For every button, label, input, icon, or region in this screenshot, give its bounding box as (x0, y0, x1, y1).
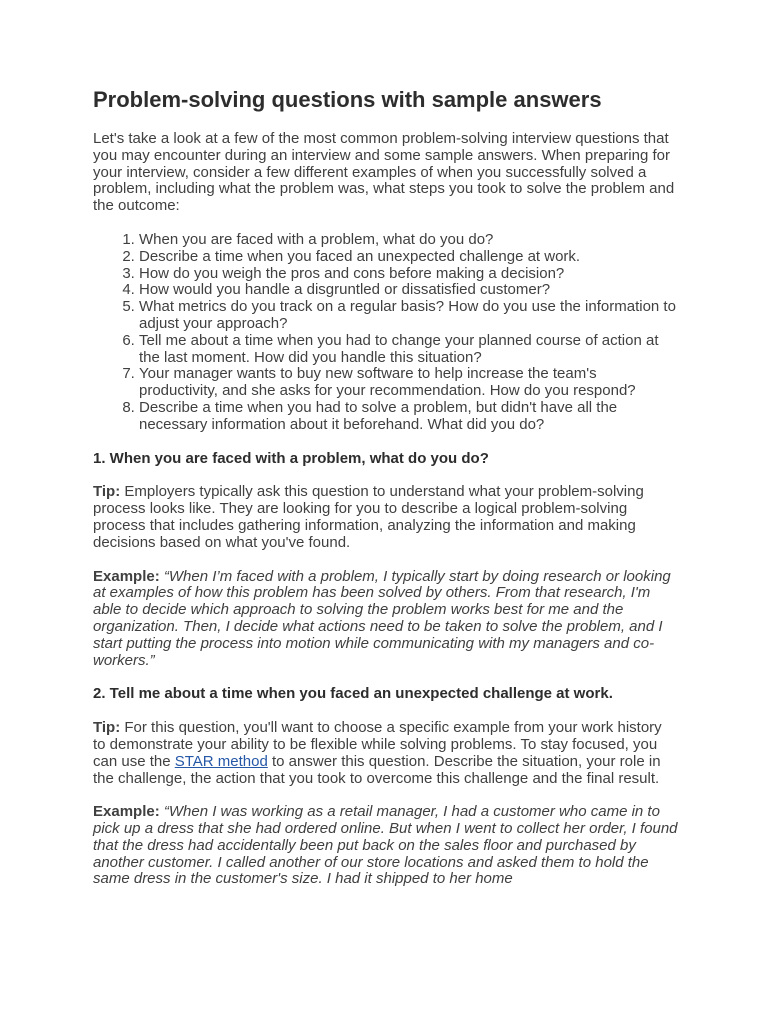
question-item-3: 3. How do you weigh the pros and cons before making a decision? (139, 266, 678, 283)
section-1-tip (93, 484, 678, 551)
section-2-tip (93, 720, 678, 787)
page-title: Problem-solving questions with sample answers (93, 87, 602, 112)
question-item-7: 7. Your manager wants to buy new software to help increase the team's productivity, and she asks for your recommendation. How do you respond? (139, 366, 678, 400)
section-2-heading: 2. Tell me about a time when you faced an unexpected challenge at work. (93, 685, 613, 703)
star-method-link[interactable]: STAR method (174, 752, 268, 770)
example-text: “When I’m faced with a problem, I typically start by doing research or looking at examples of how this problem has been solved by others. From that research, I'm able to decide which approach to solving the problem works best for me and the organization. Then, I decide what actions need to be taken to solve the problem, and I start putting the process into motion while communicating with my managers and co-workers.” (93, 567, 671, 669)
section-1-example (93, 569, 678, 670)
question-item-8: 8. Describe a time when you had to solve a problem, but didn't have all the necessary information about it beforehand. What did you do? (139, 400, 678, 434)
question-item-4: 4. How would you handle a disgruntled or dissatisfied customer? (139, 282, 678, 299)
question-item-6: 6. Tell me about a time when you had to change your planned course of action at the last moment. How did you handle this situation? (139, 333, 678, 367)
tip-text: Employers typically ask this question to understand what your problem-solving process looks like. They are looking for you to describe a logical problem-solving process that includes gathering information, analyzing the information and making decisions based on what you've found. (93, 483, 644, 551)
question-list (93, 232, 678, 434)
tip-label: Tip: (93, 719, 121, 737)
section-1-heading: 1. When you are faced with a problem, what do you do? (93, 449, 489, 467)
question-item-5: 5. What metrics do you track on a regular basis? How do you use the information to adjust your approach? (139, 299, 678, 333)
tip-label: Tip: (93, 483, 121, 501)
tip-text-after: to answer this question. Describe the situation, your role in the challenge, the action that you took to overcome this challenge and the final result. (93, 752, 661, 787)
section-2-example (93, 804, 678, 888)
example-text: “When I was working as a retail manager, I had a customer who came in to pick up a dress that she had ordered online. But when I went to collect her order, I found that the dress had accidentally been put back on the sales floor and purchased by another customer. I called another of our store locations and asked them to hold the same dress in the customer's size. I had it shipped to her home (93, 803, 678, 888)
tip-text-before: For this question, you'll want to choose a specific example from your work history to demonstrate your ability to be flexible while solving problems. To stay focused, you can use the (93, 719, 662, 770)
intro-paragraph: Let's take a look at a few of the most common problem-solving interview questions that you may encounter during an interview and some sample answers. When preparing for your interview, consider a few different examples of when you successfully solved a problem, including what the problem was, what steps you took to solve the problem and the outcome: (93, 130, 675, 215)
question-item-2: 2. Describe a time when you faced an unexpected challenge at work. (139, 249, 678, 266)
example-label: Example: (93, 567, 160, 585)
example-label: Example: (93, 803, 160, 821)
question-item-1: 1. When you are faced with a problem, what do you do? (139, 232, 678, 249)
document-page (93, 86, 678, 888)
